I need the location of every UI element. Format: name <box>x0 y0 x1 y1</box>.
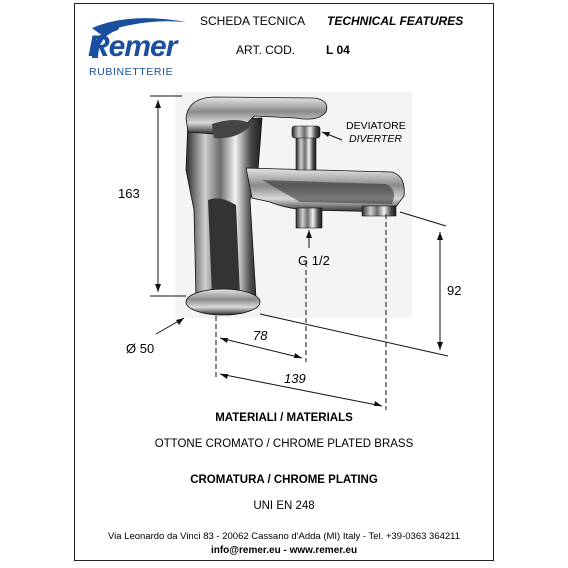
height-dimension: 163 <box>118 186 140 201</box>
art-code-label: ART. COD. <box>236 43 296 57</box>
materials-title: MATERIALI / MATERIALS <box>215 412 353 424</box>
plating-value: UNI EN 248 <box>253 500 315 512</box>
dimension-78: 78 <box>253 328 268 343</box>
footer-contacts[interactable]: info@remer.eu - www.remer.eu <box>210 545 358 556</box>
footer-address: Via Leonardo da Vinci 83 - 20062 Cassano d'Adda (MI) Italy - Tel. +39-0363 364211 <box>107 531 461 542</box>
diverter-label-en: DIVERTER <box>349 133 402 145</box>
materials-value: OTTONE CROMATO / CHROME PLATED BRASS <box>154 438 414 450</box>
dimension-139: 139 <box>284 371 306 386</box>
diameter-dimension: Ø 50 <box>126 341 155 356</box>
scheda-tecnica-label: SCHEDA TECNICA <box>200 14 306 28</box>
brand-logo: Remer <box>88 30 177 63</box>
brand-subtitle: RUBINETTERIE <box>89 66 174 78</box>
art-code-value: L 04 <box>326 43 350 57</box>
spout-height-dimension: 92 <box>447 283 462 298</box>
plating-title: CROMATURA / CHROME PLATING <box>190 474 378 486</box>
thread-label: G 1/2 <box>298 253 330 268</box>
diverter-label-it: DEVIATORE <box>346 120 406 132</box>
technical-features-label: TECHNICAL FEATURES <box>327 14 464 28</box>
